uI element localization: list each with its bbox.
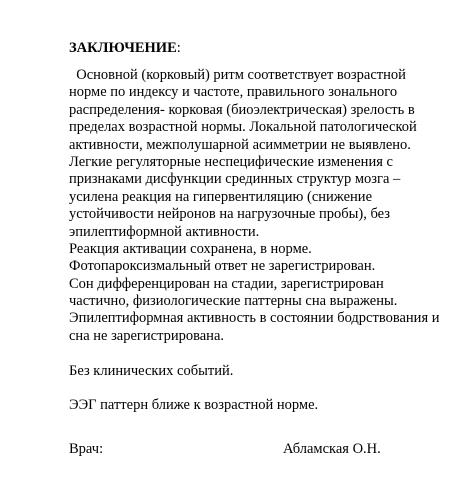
- body-line: частично, физиологические паттерны сна выражены.: [69, 293, 398, 310]
- body-line: пределах возрастной нормы. Локальной патологической: [69, 119, 417, 136]
- signature-row: [69, 440, 449, 458]
- body-line: Сон дифференцирован на стадии, зарегистрирован: [69, 275, 384, 292]
- body-line: норме по индексу и частоте, правильного зонального: [69, 84, 398, 101]
- paragraph-gap: [69, 380, 449, 397]
- body-line: распределения- корковая (биоэлектрическая) зрелость в: [69, 101, 415, 118]
- body-line: устойчивости нейронов на нагрузочные пробы), без: [69, 206, 390, 223]
- conclusion-heading: [69, 39, 181, 57]
- body-line: активности, межполушарной асимметрии не выявлено.: [69, 136, 411, 153]
- body-line: Эпилептиформная активность в состоянии бодрствования и: [69, 310, 440, 327]
- body-line: сна не зарегистрирована.: [69, 327, 225, 344]
- body-line: Фотопароксизмальный ответ не зарегистрирован.: [69, 258, 376, 275]
- body-line: эпилептиформной активности.: [69, 223, 260, 240]
- paragraph-gap: [69, 345, 449, 362]
- body-line: усилена реакция на гипервентиляцию (снижение: [69, 188, 373, 205]
- body-line: признаками дисфункции срединных структур мозга –: [69, 171, 401, 188]
- doctor-name: Абламская О.Н.: [283, 441, 381, 457]
- conclusion-heading-title: ЗАКЛЮЧЕНИЕ: [69, 40, 177, 56]
- body-line: Реакция активации сохранена, в норме.: [69, 240, 312, 257]
- body-line: Легкие регуляторные неспецифические изменения с: [69, 153, 393, 170]
- no-events-line: Без клинических событий.: [69, 362, 234, 379]
- conclusion-body: [69, 67, 449, 415]
- eeg-pattern-line: ЭЭГ паттерн ближе к возрастной норме.: [69, 397, 319, 414]
- body-line: Основной (корковый) ритм соответствует возрастной: [69, 67, 406, 83]
- doctor-label: Врач:: [69, 441, 104, 457]
- conclusion-heading-colon: :: [176, 40, 181, 56]
